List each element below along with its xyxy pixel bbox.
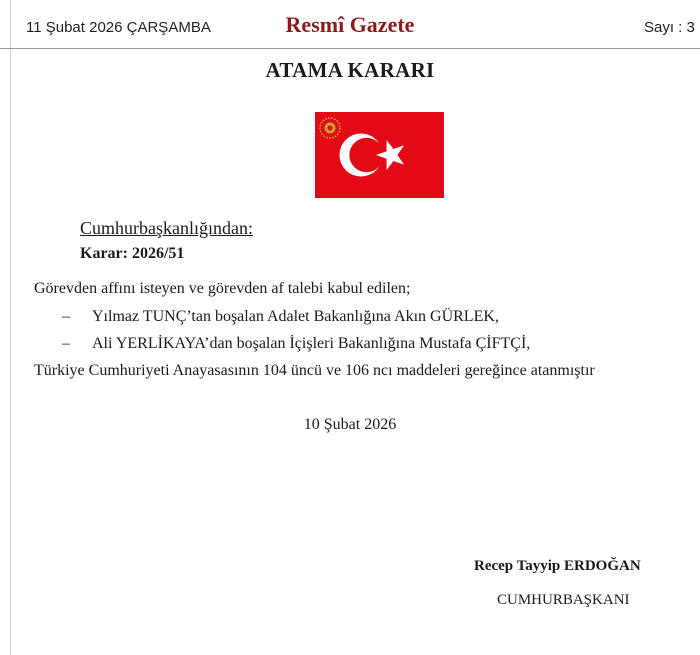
list-item-text: Ali YERLİKAYA’dan boşalan İçişleri Bakanlığına Mustafa ÇİFTÇİ,: [92, 335, 531, 352]
intro-text: Görevden affını isteyen ve görevden af talebi kabul edilen;: [34, 280, 411, 297]
list-dash: –: [62, 308, 70, 325]
gazette-title: Resmî Gazete: [285, 12, 415, 37]
document-title: ATAMA KARARI: [265, 58, 435, 82]
list-item: [62, 308, 499, 326]
list-dash: –: [62, 335, 70, 352]
signer-title: CUMHURBAŞKANI: [497, 592, 630, 608]
issuing-authority: Cumhurbaşkanlığından:: [80, 218, 253, 238]
turkish-flag-icon: [315, 112, 444, 198]
list-item-text: Yılmaz TUNÇ’tan boşalan Adalet Bakanlığına Akın GÜRLEK,: [92, 308, 499, 325]
decision-number: Karar: 2026/51: [80, 245, 185, 262]
signer-name: Recep Tayyip ERDOĞAN: [474, 558, 641, 574]
gazette-header: [0, 0, 700, 49]
legal-basis-text: Türkiye Cumhuriyeti Anayasasının 104 üncü ve 106 ncı maddeleri gereğince atanmıştır: [34, 362, 595, 379]
decree-date: 10 Şubat 2026: [303, 416, 397, 433]
page-border: [10, 0, 700, 655]
list-item: [62, 335, 530, 353]
header-date: 11 Şubat 2026 ÇARŞAMBA: [26, 19, 211, 36]
issue-number: Sayı : 3: [644, 19, 695, 36]
